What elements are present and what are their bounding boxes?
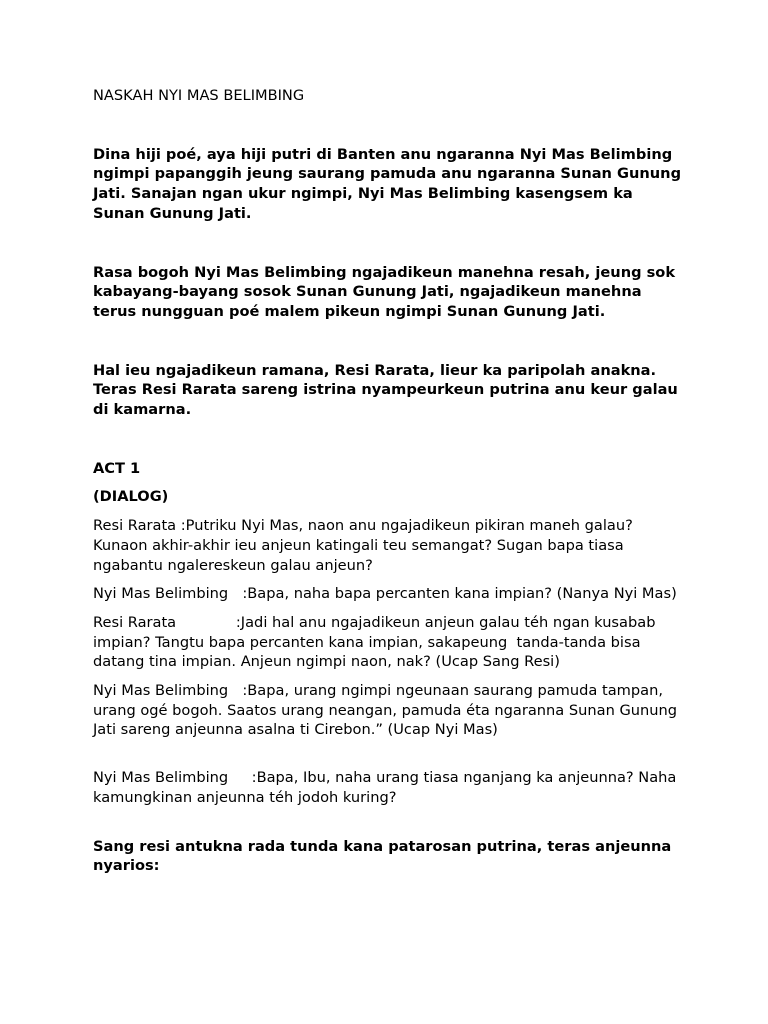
dialog-line-5: Nyi Mas Belimbing :Bapa, Ibu, naha urang tiasa nganjang ka anjeunna? Naha kamungkinan anjeunna téh jodoh kuring? xyxy=(93,769,682,806)
dialog-line-1: Resi Rarata :Putriku Nyi Mas, naon anu ngajadikeun pikiran maneh galau? Kunaon akhir-akhir ieu anjeun katingali teu semangat? Sugan bapa tiasa ngabantu ngalereskeun galau anjeun? xyxy=(93,517,638,574)
document-title: NASKAH NYI MAS BELIMBING xyxy=(93,87,305,104)
closing-paragraph: Sang resi antukna rada tunda kana patarosan putrina, teras anjeunna nyarios: xyxy=(93,837,677,875)
dialog-line-4: Nyi Mas Belimbing :Bapa, urang ngimpi ngeunaan saurang pamuda tampan, urang ogé bogoh. Saatos urang neangan, pamuda éta ngaranna Sunan Gunung Jati sareng anjeunna asalna ti Cirebon.” (Ucap Nyi Mas) xyxy=(93,682,682,739)
document-page xyxy=(93,86,687,876)
intro-paragraph-2: Rasa bogoh Nyi Mas Belimbing ngajadikeun manehna resah, jeung sok kabayang-bayang sosok Sunan Gunung Jati, ngajadikeun manehna terus nungguan poé malem pikeun ngimpi Sunan Gunung Jati. xyxy=(93,263,681,320)
dialog-line-3: Resi Rarata :Jadi hal anu ngajadikeun anjeun galau téh ngan kusabab impian? Tangtu bapa percanten kana impian, sakapeung tanda-tanda bisa datang tina impian. Anjeun ngimpi naon, nak? (Ucap Sang Resi) xyxy=(93,613,661,671)
intro-paragraph-3: Hal ieu ngajadikeun ramana, Resi Rarata, lieur ka paripolah anakna. Teras Resi Rarata sareng istrina nyampeurkeun putrina anu keur galau di kamarna. xyxy=(93,361,683,419)
dialog-line-2: Nyi Mas Belimbing :Bapa, naha bapa percanten kana impian? (Nanya Nyi Mas) xyxy=(93,585,677,603)
intro-paragraph-1: Dina hiji poé, aya hiji putri di Banten anu ngaranna Nyi Mas Belimbing ngimpi papanggih jeung saurang pamuda anu ngaranna Sunan Gunung Jati. Sanajan ngan ukur ngimpi, Nyi Mas Belimbing kasengsem ka Sunan Gunung Jati. xyxy=(93,145,687,222)
dialog-heading: (DIALOG) xyxy=(93,488,169,506)
act-heading: ACT 1 xyxy=(93,459,141,477)
